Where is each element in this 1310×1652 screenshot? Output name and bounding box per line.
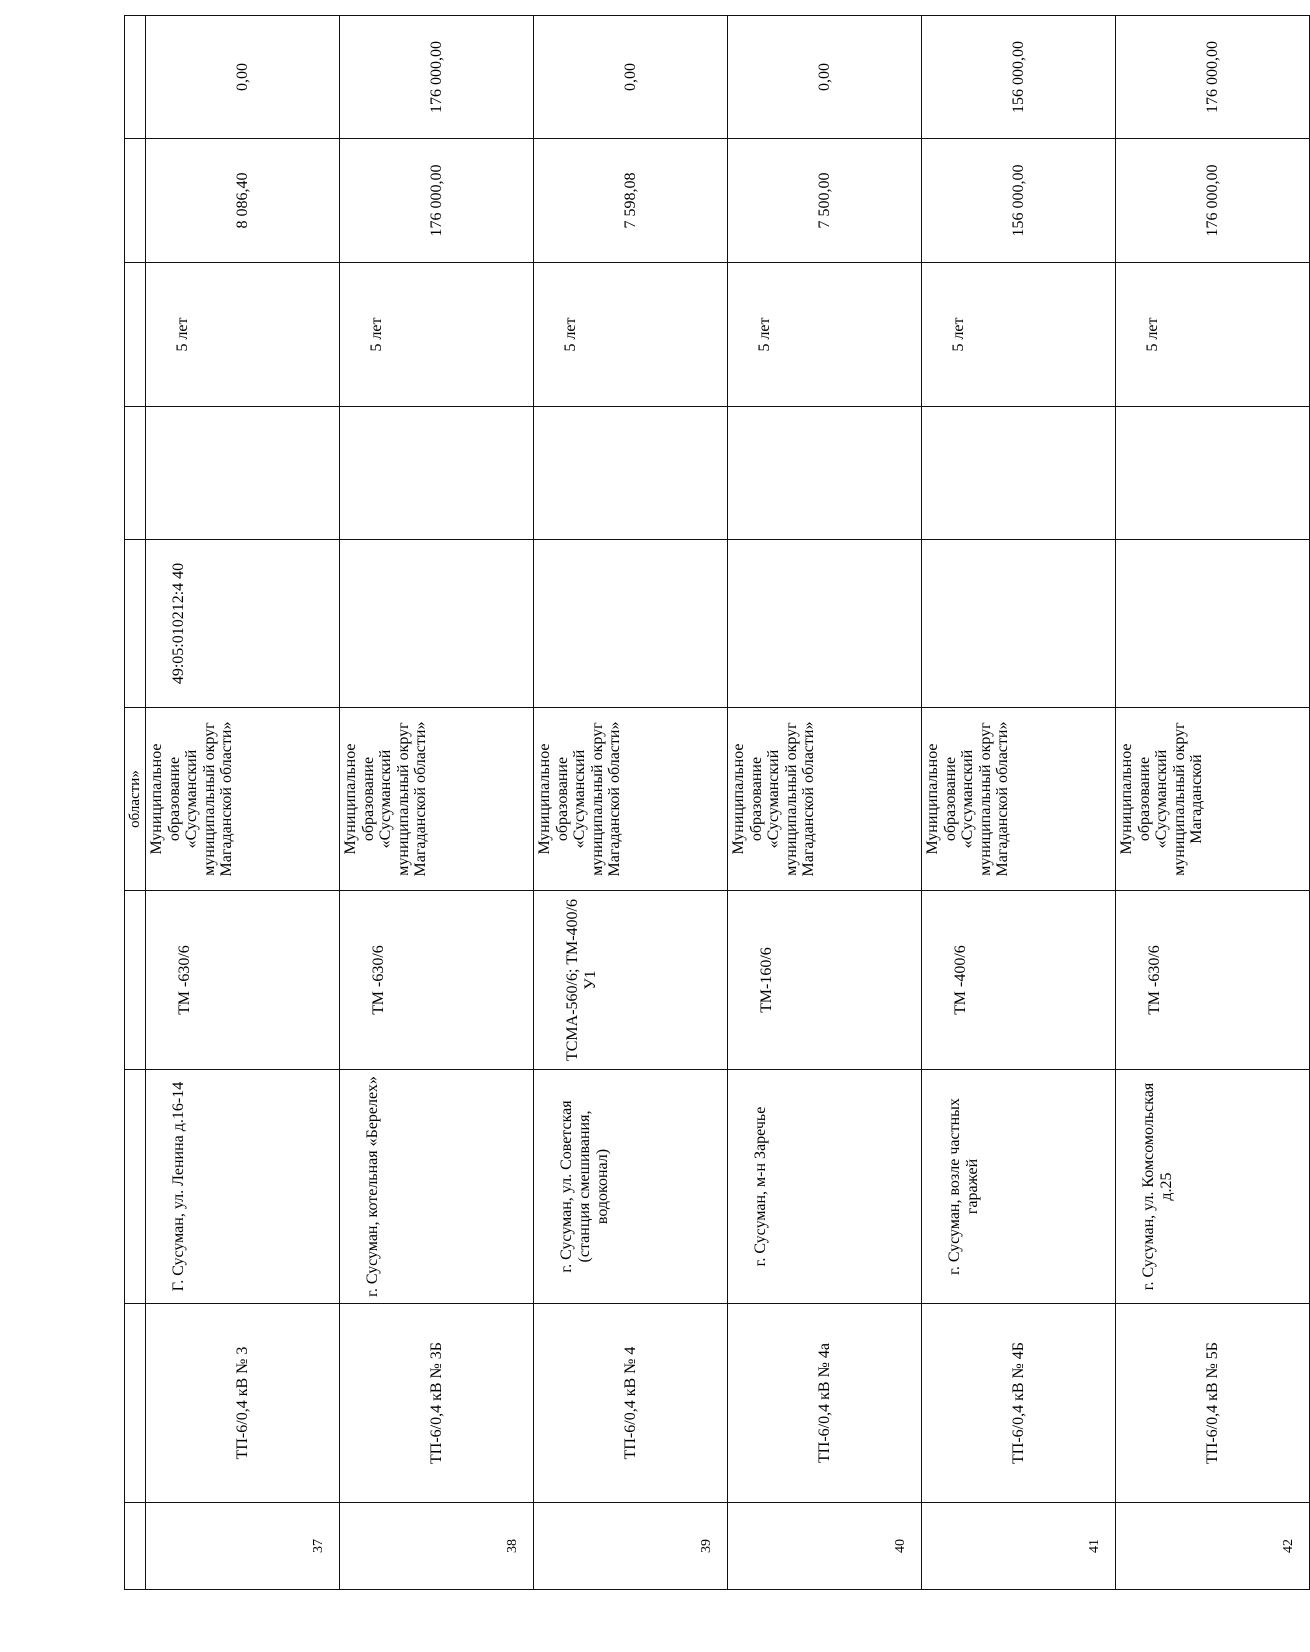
- extra-cell: [728, 407, 922, 540]
- object-address: г. Сусуман, котельная «Берелех»: [340, 1070, 534, 1304]
- object-name: ТП-6/0,4 кВ № 5Б: [1116, 1304, 1310, 1503]
- owner: Муниципальное образование «Сусуманский муниципальный округ Магаданской области»: [146, 708, 340, 891]
- extra-cell: [534, 407, 728, 540]
- value-2: 176 000,00: [1116, 16, 1310, 139]
- object-address: г. Сусуман, возле частных гаражей: [922, 1070, 1116, 1304]
- owner: Муниципальное образование «Сусуманский муниципальный округ Магаданской области»: [534, 708, 728, 891]
- owner: Муниципальное образование «Сусуманский муниципальный округ Магаданской области»: [340, 708, 534, 891]
- object-name: ТП-6/0,4 кВ № 4Б: [922, 1304, 1116, 1503]
- value-2: 0,00: [146, 16, 340, 139]
- row-number: 37: [146, 1503, 340, 1590]
- value-1: 7 500,00: [728, 139, 922, 263]
- table-row: [534, 16, 728, 1590]
- equipment-type: ТМ -630/6: [146, 891, 340, 1070]
- extra-cell: [1116, 407, 1310, 540]
- term: 5 лет: [728, 263, 922, 407]
- table-row: [1116, 16, 1310, 1590]
- owner: Муниципальное образование «Сусуманский муниципальный округ Магаданской области»: [728, 708, 922, 891]
- table-row: [922, 16, 1116, 1590]
- value-1: 8 086,40: [146, 139, 340, 263]
- table-row: [146, 16, 340, 1590]
- object-name: ТП-6/0,4 кВ № 4а: [728, 1304, 922, 1503]
- term: 5 лет: [1116, 263, 1310, 407]
- term: 5 лет: [146, 263, 340, 407]
- cadastral-number: [340, 540, 534, 708]
- object-name: ТП-6/0,4 кВ № 3: [146, 1304, 340, 1503]
- value-1: 176 000,00: [340, 139, 534, 263]
- row-number: 39: [534, 1503, 728, 1590]
- value-2: 156 000,00: [922, 16, 1116, 139]
- row-number: 42: [1116, 1503, 1310, 1590]
- row-number: 38: [340, 1503, 534, 1590]
- equipment-type: ТМ-160/6: [728, 891, 922, 1070]
- owner: Муниципальное образование «Сусуманский муниципальный округ Магаданской: [1116, 708, 1310, 891]
- extra-cell: [146, 407, 340, 540]
- equipment-type: ТМ -400/6: [922, 891, 1116, 1070]
- equipment-type: ТМ -630/6: [340, 891, 534, 1070]
- owner: Муниципальное образование «Сусуманский муниципальный округ Магаданской области»: [922, 708, 1116, 891]
- table-continuation-row: [125, 16, 146, 1590]
- object-address: г. Сусуман, м-н Заречье: [728, 1070, 922, 1304]
- term: 5 лет: [340, 263, 534, 407]
- equipment-type: ТСМА-560/6; ТМ-400/6 У1: [534, 891, 728, 1070]
- object-name: ТП-6/0,4 кВ № 4: [534, 1304, 728, 1503]
- equipment-type: ТМ -630/6: [1116, 891, 1310, 1070]
- row-number: 40: [728, 1503, 922, 1590]
- cadastral-number: [728, 540, 922, 708]
- cadastral-number: [534, 540, 728, 708]
- cadastral-number: [1116, 540, 1310, 708]
- table-row: [728, 16, 922, 1590]
- assets-table: [124, 15, 1310, 1590]
- value-1: 176 000,00: [1116, 139, 1310, 263]
- value-2: 0,00: [534, 16, 728, 139]
- owner-continuation: области»: [125, 708, 146, 891]
- row-number: 41: [922, 1503, 1116, 1590]
- value-2: 176 000,00: [340, 16, 534, 139]
- extra-cell: [340, 407, 534, 540]
- object-address: г. Сусуман, ул. Советская (станция смешивания, водоконал): [534, 1070, 728, 1304]
- value-2: 0,00: [728, 16, 922, 139]
- term: 5 лет: [534, 263, 728, 407]
- table-row: [340, 16, 534, 1590]
- cadastral-number: [922, 540, 1116, 708]
- extra-cell: [922, 407, 1116, 540]
- term: 5 лет: [922, 263, 1116, 407]
- object-address: г. Сусуман, ул. Комсомольская д.25: [1116, 1070, 1310, 1304]
- object-address: Г. Сусуман, ул. Ленина д.16-14: [146, 1070, 340, 1304]
- cadastral-number: 49:05:010212:4 40: [146, 540, 340, 708]
- rotated-table-wrapper: [124, 41, 1297, 1590]
- value-1: 7 598,08: [534, 139, 728, 263]
- value-1: 156 000,00: [922, 139, 1116, 263]
- object-name: ТП-6/0,4 кВ № 3Б: [340, 1304, 534, 1503]
